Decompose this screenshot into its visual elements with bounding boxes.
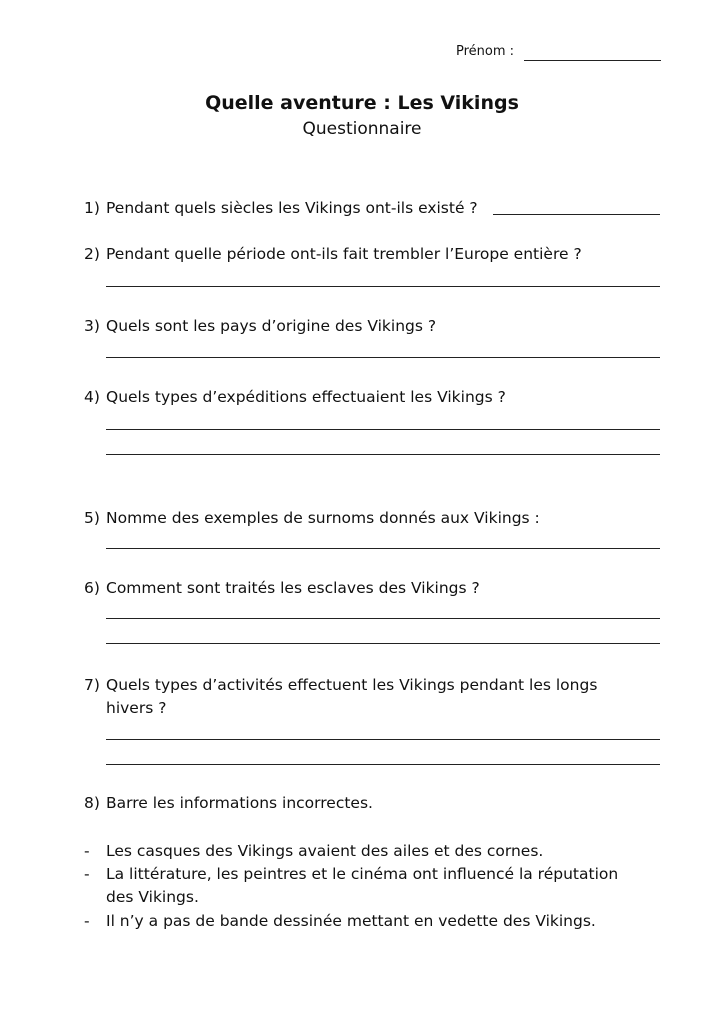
question-text: Quels types d’activités effectuent les Vikings pendant les longs bbox=[106, 676, 598, 694]
statement-2-continuation: des Vikings. bbox=[106, 888, 199, 906]
statement-text: Les casques des Vikings avaient des ailes et des cornes. bbox=[106, 842, 544, 860]
answer-line-6b[interactable] bbox=[106, 643, 660, 644]
prenom-label: Prénom : bbox=[456, 44, 515, 59]
question-text: Pendant quels siècles les Vikings ont-ils existé ? bbox=[106, 199, 478, 217]
question-text: Pendant quelle période ont-ils fait trembler l’Europe entière ? bbox=[106, 245, 582, 263]
question-number: 5) bbox=[84, 509, 100, 527]
answer-line-4a[interactable] bbox=[106, 429, 660, 430]
question-text: Comment sont traités les esclaves des Vikings ? bbox=[106, 579, 480, 597]
answer-line-4b[interactable] bbox=[106, 454, 660, 455]
prenom-answer-line[interactable] bbox=[524, 60, 661, 61]
answer-line-2[interactable] bbox=[106, 286, 660, 287]
question-2 bbox=[84, 245, 582, 263]
statement-dash: - bbox=[84, 912, 90, 930]
question-number: 6) bbox=[84, 579, 100, 597]
question-4 bbox=[84, 388, 506, 406]
question-1 bbox=[84, 199, 478, 217]
question-7 bbox=[84, 676, 597, 694]
question-5 bbox=[84, 509, 540, 527]
statement-3[interactable] bbox=[84, 912, 596, 930]
question-number: 1) bbox=[84, 199, 100, 217]
answer-line-7b[interactable] bbox=[106, 764, 660, 765]
statement-2[interactable] bbox=[84, 865, 618, 883]
question-number: 7) bbox=[84, 676, 100, 694]
page-subtitle: Questionnaire bbox=[302, 119, 422, 139]
question-6 bbox=[84, 579, 480, 597]
answer-line-6a[interactable] bbox=[106, 618, 660, 619]
answer-line-5[interactable] bbox=[106, 548, 660, 549]
statement-dash: - bbox=[84, 865, 90, 883]
question-text: Quels types d’expéditions effectuaient les Vikings ? bbox=[106, 388, 506, 406]
question-number: 3) bbox=[84, 317, 100, 335]
question-number: 2) bbox=[84, 245, 100, 263]
question-number: 8) bbox=[84, 794, 100, 812]
page-title: Quelle aventure : Les Vikings bbox=[205, 92, 519, 114]
answer-line-1[interactable] bbox=[493, 214, 660, 215]
question-7-continuation: hivers ? bbox=[106, 699, 167, 717]
statement-1[interactable] bbox=[84, 842, 543, 860]
question-3 bbox=[84, 317, 436, 335]
statement-text: Il n’y a pas de bande dessinée mettant en vedette des Vikings. bbox=[106, 912, 596, 930]
statement-dash: - bbox=[84, 842, 90, 860]
question-text: Quels sont les pays d’origine des Vikings ? bbox=[106, 317, 437, 335]
question-text: Barre les informations incorrectes. bbox=[106, 794, 373, 812]
question-text: Nomme des exemples de surnoms donnés aux Vikings : bbox=[106, 509, 540, 527]
answer-line-3[interactable] bbox=[106, 357, 660, 358]
answer-line-7a[interactable] bbox=[106, 739, 660, 740]
statement-text: La littérature, les peintres et le cinéma ont influencé la réputation bbox=[106, 865, 619, 883]
question-8 bbox=[84, 794, 373, 812]
question-number: 4) bbox=[84, 388, 100, 406]
